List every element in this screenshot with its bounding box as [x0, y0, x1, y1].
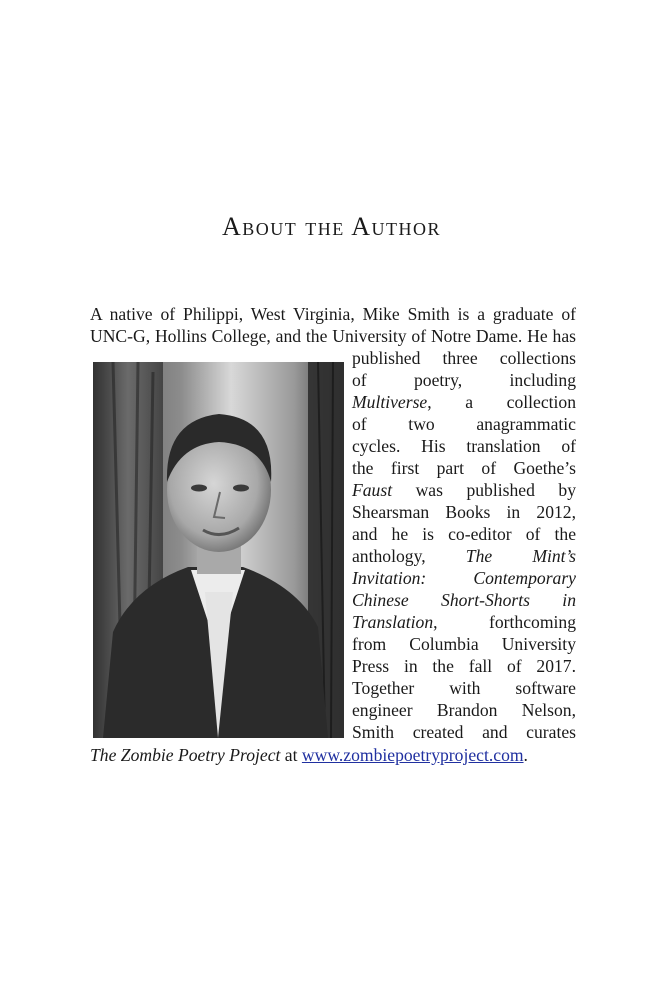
- bio-line: [352, 611, 576, 633]
- bio-line: UNC-G, Hollins College, and the University of Notre Dame. He has: [90, 326, 576, 346]
- bio-line: [352, 391, 576, 413]
- bio-line: of poetry, including: [352, 370, 576, 390]
- bio-line: Invitation: Contemporary: [352, 568, 576, 588]
- bio-text: , a collection: [427, 392, 576, 412]
- book-title: Translation: [352, 612, 434, 632]
- book-title: Faust: [352, 480, 393, 500]
- bio-line: Chinese Short-Shorts in: [352, 590, 576, 610]
- bio-line: of two anagrammatic: [352, 414, 576, 434]
- bio-line: engineer Brandon Nelson,: [352, 700, 576, 720]
- bio-line: the first part of Goethe’s: [352, 458, 576, 478]
- bio-line: from Columbia University: [352, 634, 576, 654]
- bio-line: A native of Philippi, West Virginia, Mike Smith is a graduate of: [90, 304, 576, 324]
- book-title: Multiverse: [352, 392, 428, 412]
- bio-text: was published by: [392, 480, 576, 500]
- bio-line: cycles. His translation of: [352, 436, 576, 456]
- bio-line: and he is co-editor of the: [352, 524, 576, 544]
- page-title: About the Author: [221, 212, 442, 241]
- author-portrait-icon: [93, 362, 344, 738]
- bio-text: anthology,: [352, 546, 466, 566]
- bio-line: [352, 479, 576, 501]
- bio-line: published three collections: [352, 348, 576, 368]
- bio-text: .: [523, 745, 528, 765]
- project-title: The Zombie Poetry Project: [90, 745, 281, 765]
- bio-text: , forthcoming: [433, 612, 576, 632]
- zombie-poetry-link[interactable]: www.zombiepoetryproject.com: [301, 745, 524, 765]
- bio-text: at: [280, 745, 302, 765]
- bio-line: Smith created and curates: [352, 722, 576, 742]
- book-title: The Mint’s: [465, 546, 576, 566]
- bio-line: [352, 545, 576, 567]
- author-photo: [93, 362, 344, 738]
- bio-line: Press in the fall of 2017.: [352, 656, 576, 676]
- bio-line: Together with software: [352, 678, 576, 698]
- bio-line: Shearsman Books in 2012,: [352, 502, 576, 522]
- bio-line: [90, 744, 576, 766]
